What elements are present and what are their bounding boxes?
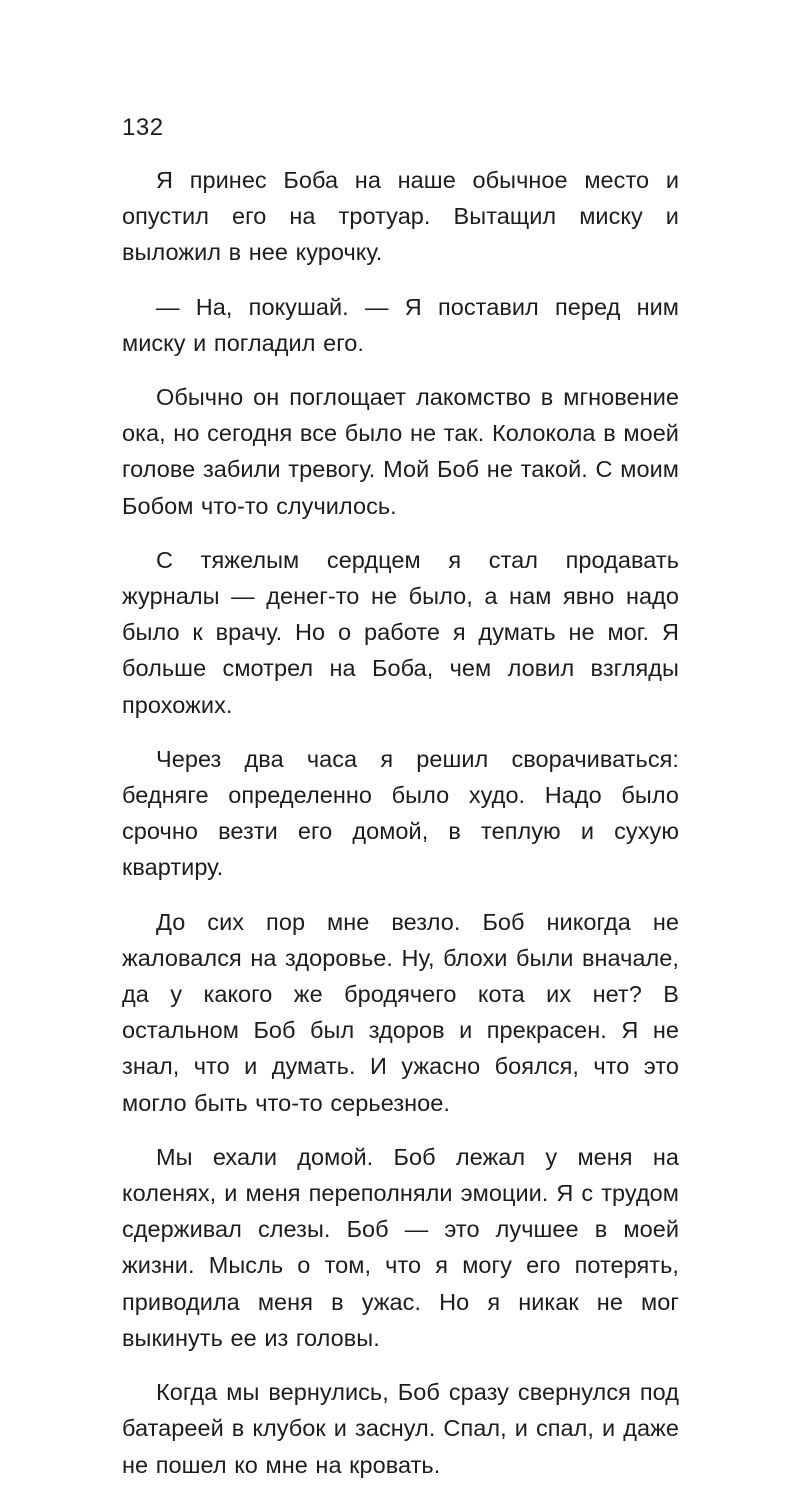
body-text (122, 162, 679, 1501)
paragraph-7: Мы ехали домой. Боб лежал у меня на коленях, и меня переполняли эмоции. Я с трудом сдерживал слезы. Боб — это лучшее в моей жизни. Мысль о том, что я могу его потерять, приводила меня в ужас. Но я никак не мог выкинуть ее из головы. (122, 1143, 679, 1351)
paragraph-5: Через два часа я решил сворачиваться: бедняге определенно было худо. Надо было срочно везти его домой, в теплую и сухую квартиру. (122, 745, 679, 881)
page-number: 132 (122, 114, 164, 141)
paragraph-6: До сих пор мне везло. Боб никогда не жаловался на здоровье. Ну, блохи были вначале, да у какого же бродячего кота их нет? В остальном Боб был здоров и прекрасен. Я не знал, что и думать. И ужасно боялся, что это могло быть что-то серьезное. (122, 908, 679, 1116)
paragraph-4: С тяжелым сердцем я стал продавать журналы — денег-то не было, а нам явно надо было к врачу. Но о работе я думать не мог. Я больше смотрел на Боба, чем ловил взгляды прохожих. (122, 546, 679, 718)
paragraph-8: Когда мы вернулись, Боб сразу свернулся под батареей в клубок и заснул. Спал, и спал, и даже не пошел ко мне на кровать. (122, 1379, 679, 1478)
paragraph-1: Я принес Боба на наше обычное место и опустил его на тротуар. Вытащил миску и выложил в нее курочку. (122, 167, 679, 266)
paragraph-2: — На, покушай. — Я поставил перед ним миску и погладил его. (122, 293, 679, 356)
paragraph-3: Обычно он поглощает лакомство в мгновение ока, но сегодня все было не так. Колокола в моей голове забили тревогу. Мой Боб не такой. С моим Бобом что-то случилось. (122, 384, 679, 519)
